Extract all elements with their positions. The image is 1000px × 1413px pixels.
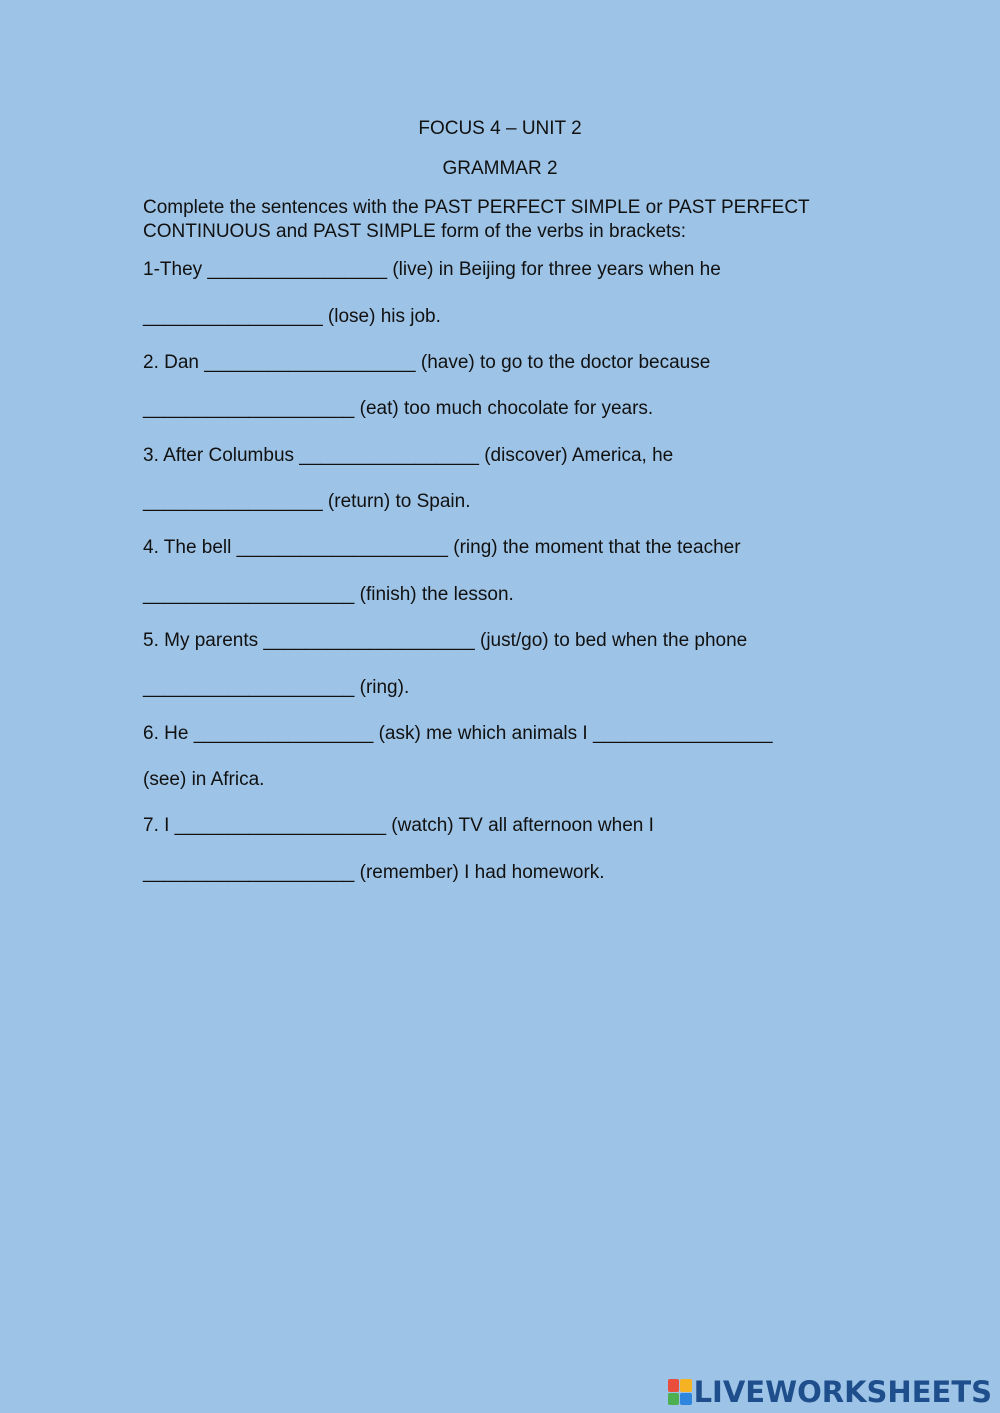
exercise-line: 5. My parents ____________________ (just/go) to bed when the phone bbox=[143, 630, 748, 651]
exercise-line: ____________________ (remember) I had homework. bbox=[143, 862, 605, 883]
logo-text: LIVEWORKSHEETS bbox=[693, 1375, 992, 1409]
exercise-line: ____________________ (finish) the lesson. bbox=[143, 584, 514, 605]
liveworksheets-logo-icon bbox=[668, 1379, 692, 1405]
exercise-line: _________________ (return) to Spain. bbox=[143, 491, 471, 512]
exercise-line: ____________________ (ring). bbox=[143, 677, 410, 698]
exercise-line: 6. He _________________ (ask) me which animals I _________________ bbox=[143, 723, 773, 744]
worksheet-subtitle: GRAMMAR 2 bbox=[442, 158, 558, 179]
exercise-line: 4. The bell ____________________ (ring) the moment that the teacher bbox=[143, 537, 741, 558]
exercise-line: (see) in Africa. bbox=[143, 769, 265, 790]
logo-square bbox=[668, 1379, 680, 1392]
exercise-line: 1-They _________________ (live) in Beijing for three years when he bbox=[143, 259, 721, 280]
exercise-line: ____________________ (eat) too much chocolate for years. bbox=[143, 398, 654, 419]
worksheet-title: FOCUS 4 – UNIT 2 bbox=[418, 118, 582, 139]
exercise-line: 3. After Columbus _________________ (discover) America, he bbox=[143, 445, 674, 466]
logo-square bbox=[680, 1379, 692, 1392]
liveworksheets-logo[interactable] bbox=[668, 1375, 992, 1409]
logo-square bbox=[668, 1393, 680, 1406]
logo-square bbox=[680, 1393, 692, 1406]
exercise-line: _________________ (lose) his job. bbox=[143, 306, 441, 327]
exercise-line: 7. I ____________________ (watch) TV all afternoon when I bbox=[143, 815, 654, 836]
exercise-line: 2. Dan ____________________ (have) to go to the doctor because bbox=[143, 352, 711, 373]
instructions: Complete the sentences with the PAST PERFECT SIMPLE or PAST PERFECT CONTINUOUS and PAST SIMPLE form of the verbs in brackets: bbox=[143, 197, 810, 242]
